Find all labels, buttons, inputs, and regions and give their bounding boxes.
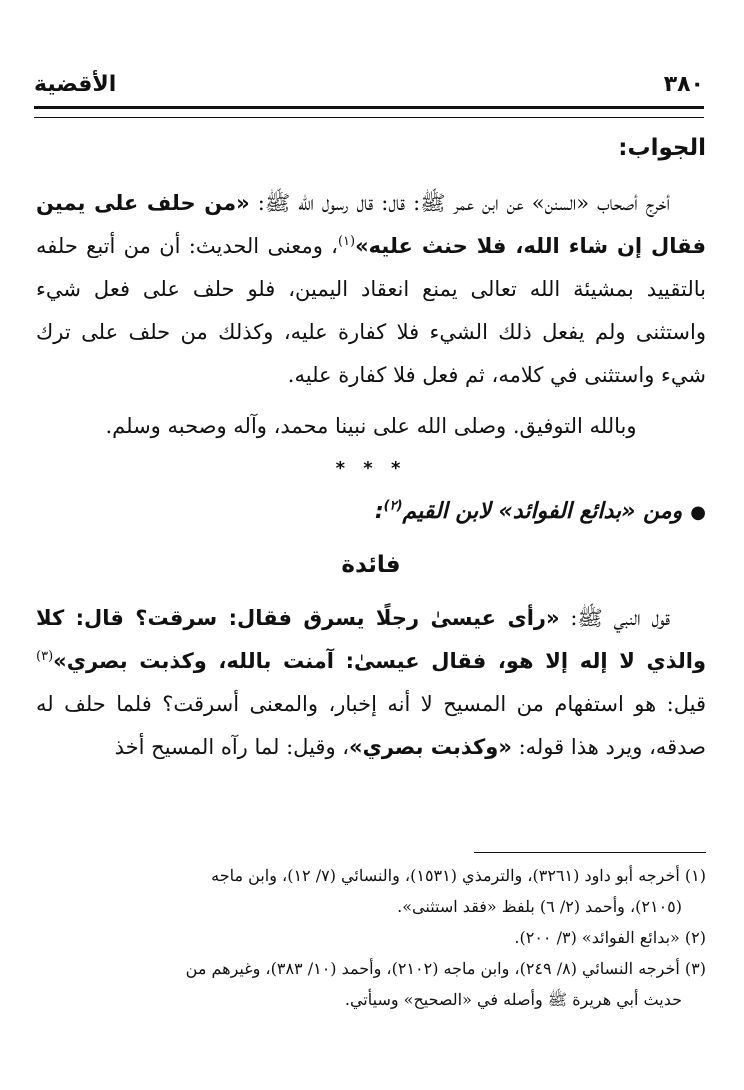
footnote-2-line-1: (٢) «بدائع الفوائد» (٣/ ٢٠٠). — [514, 928, 706, 947]
footnote-ref-1: (١) — [337, 234, 356, 249]
footnote-1-line-2: (٢١٠٥)، وأحمد (٢/ ٦) بلفظ «فقد استثنى». — [397, 897, 682, 916]
footnote-3 — [36, 953, 706, 1015]
footnote-ref-3: (٣) — [36, 649, 54, 664]
bullet-icon: ● — [690, 502, 706, 523]
hadith-quote-2: «رأى عيسىٰ رجلًا يسرق فقال: سرقت؟ قال: كلا والذي لا إله إلا هو، فقال عيسىٰ: آمنت بالله، وكذبت بصري» — [36, 606, 706, 673]
footnote-2 — [36, 922, 706, 953]
running-title: الأقضية — [34, 71, 117, 97]
hadith-quote-1: «من حلف على يمين فقال إن شاء الله، فلا حنث عليه» — [36, 191, 706, 258]
footnote-1 — [36, 860, 706, 922]
answer-heading: الجواب: — [618, 135, 706, 161]
footnote-3-line-1: (٣) أخرجه النسائي (٨/ ٢٤٩)، وابن ماجه (٢١٠٢)، وأحمد (١٠/ ٣٨٣)، وغيرهم من — [185, 959, 706, 978]
closing-line: وبالله التوفيق. وصلى الله على نبينا محمد، وآله وصحبه وسلم. — [105, 414, 637, 438]
page-number: ٣٨٠ — [663, 71, 704, 97]
excerpt-source-title: ومن «بدائع الفوائد» لابن القيم — [402, 499, 683, 524]
benefit-text-3: ، وقيل: لما رآه المسيح أخذ — [114, 735, 350, 759]
benefit-paragraph — [36, 597, 706, 769]
header-rule — [34, 106, 704, 118]
answer-text-2: ، ومعنى الحديث: أن من أتبع حلفه بالتقييد بمشيئة الله تعالى يمنع انعقاد اليمين، فلو حلف على فعل شيء واستثنى ولم يفعل ذلك الشيء فلا كفارة عليه، وكذلك من حلف على ترك شيء واستثنى في كلامه، ثم فعل فلا كفارة عليه. — [36, 234, 706, 387]
excerpt-source-colon: : — [374, 499, 384, 524]
inline-quote: «وكذبت بصري» — [349, 735, 512, 759]
answer-paragraph — [36, 182, 706, 397]
excerpt-source — [36, 490, 706, 535]
benefit-text-1: قول النبي ﷺ: — [559, 606, 670, 630]
main-content — [36, 128, 706, 769]
benefit-heading: فائدة — [341, 552, 401, 578]
section-separator: * * * — [335, 458, 407, 479]
benefit-text-2: قيل: هو استفهام من المسيح لا أنه إخبار، والمعنى أسرقت؟ فلما حلف له صدقه، ويرد هذا قوله: — [36, 692, 706, 759]
footnote-3-line-2: حديث أبي هريرة ﷺ وأصله في «الصحيح» وسيأتي. — [344, 990, 682, 1009]
footnote-rule — [474, 852, 706, 853]
footnote-ref-2: (٢) — [383, 498, 403, 514]
footnotes — [36, 860, 706, 1015]
answer-text-1: أخرج أصحاب «السنن» عن ابن عمر ﷺ: قال: قال رسول الله ﷺ: — [249, 191, 671, 215]
footnote-1-line-1: (١) أخرجه أبو داود (٣٢٦١)، والترمذي (١٥٣١)، والنسائي (٧/ ١٢)، وابن ماجه — [211, 866, 706, 885]
page-header — [34, 64, 704, 104]
